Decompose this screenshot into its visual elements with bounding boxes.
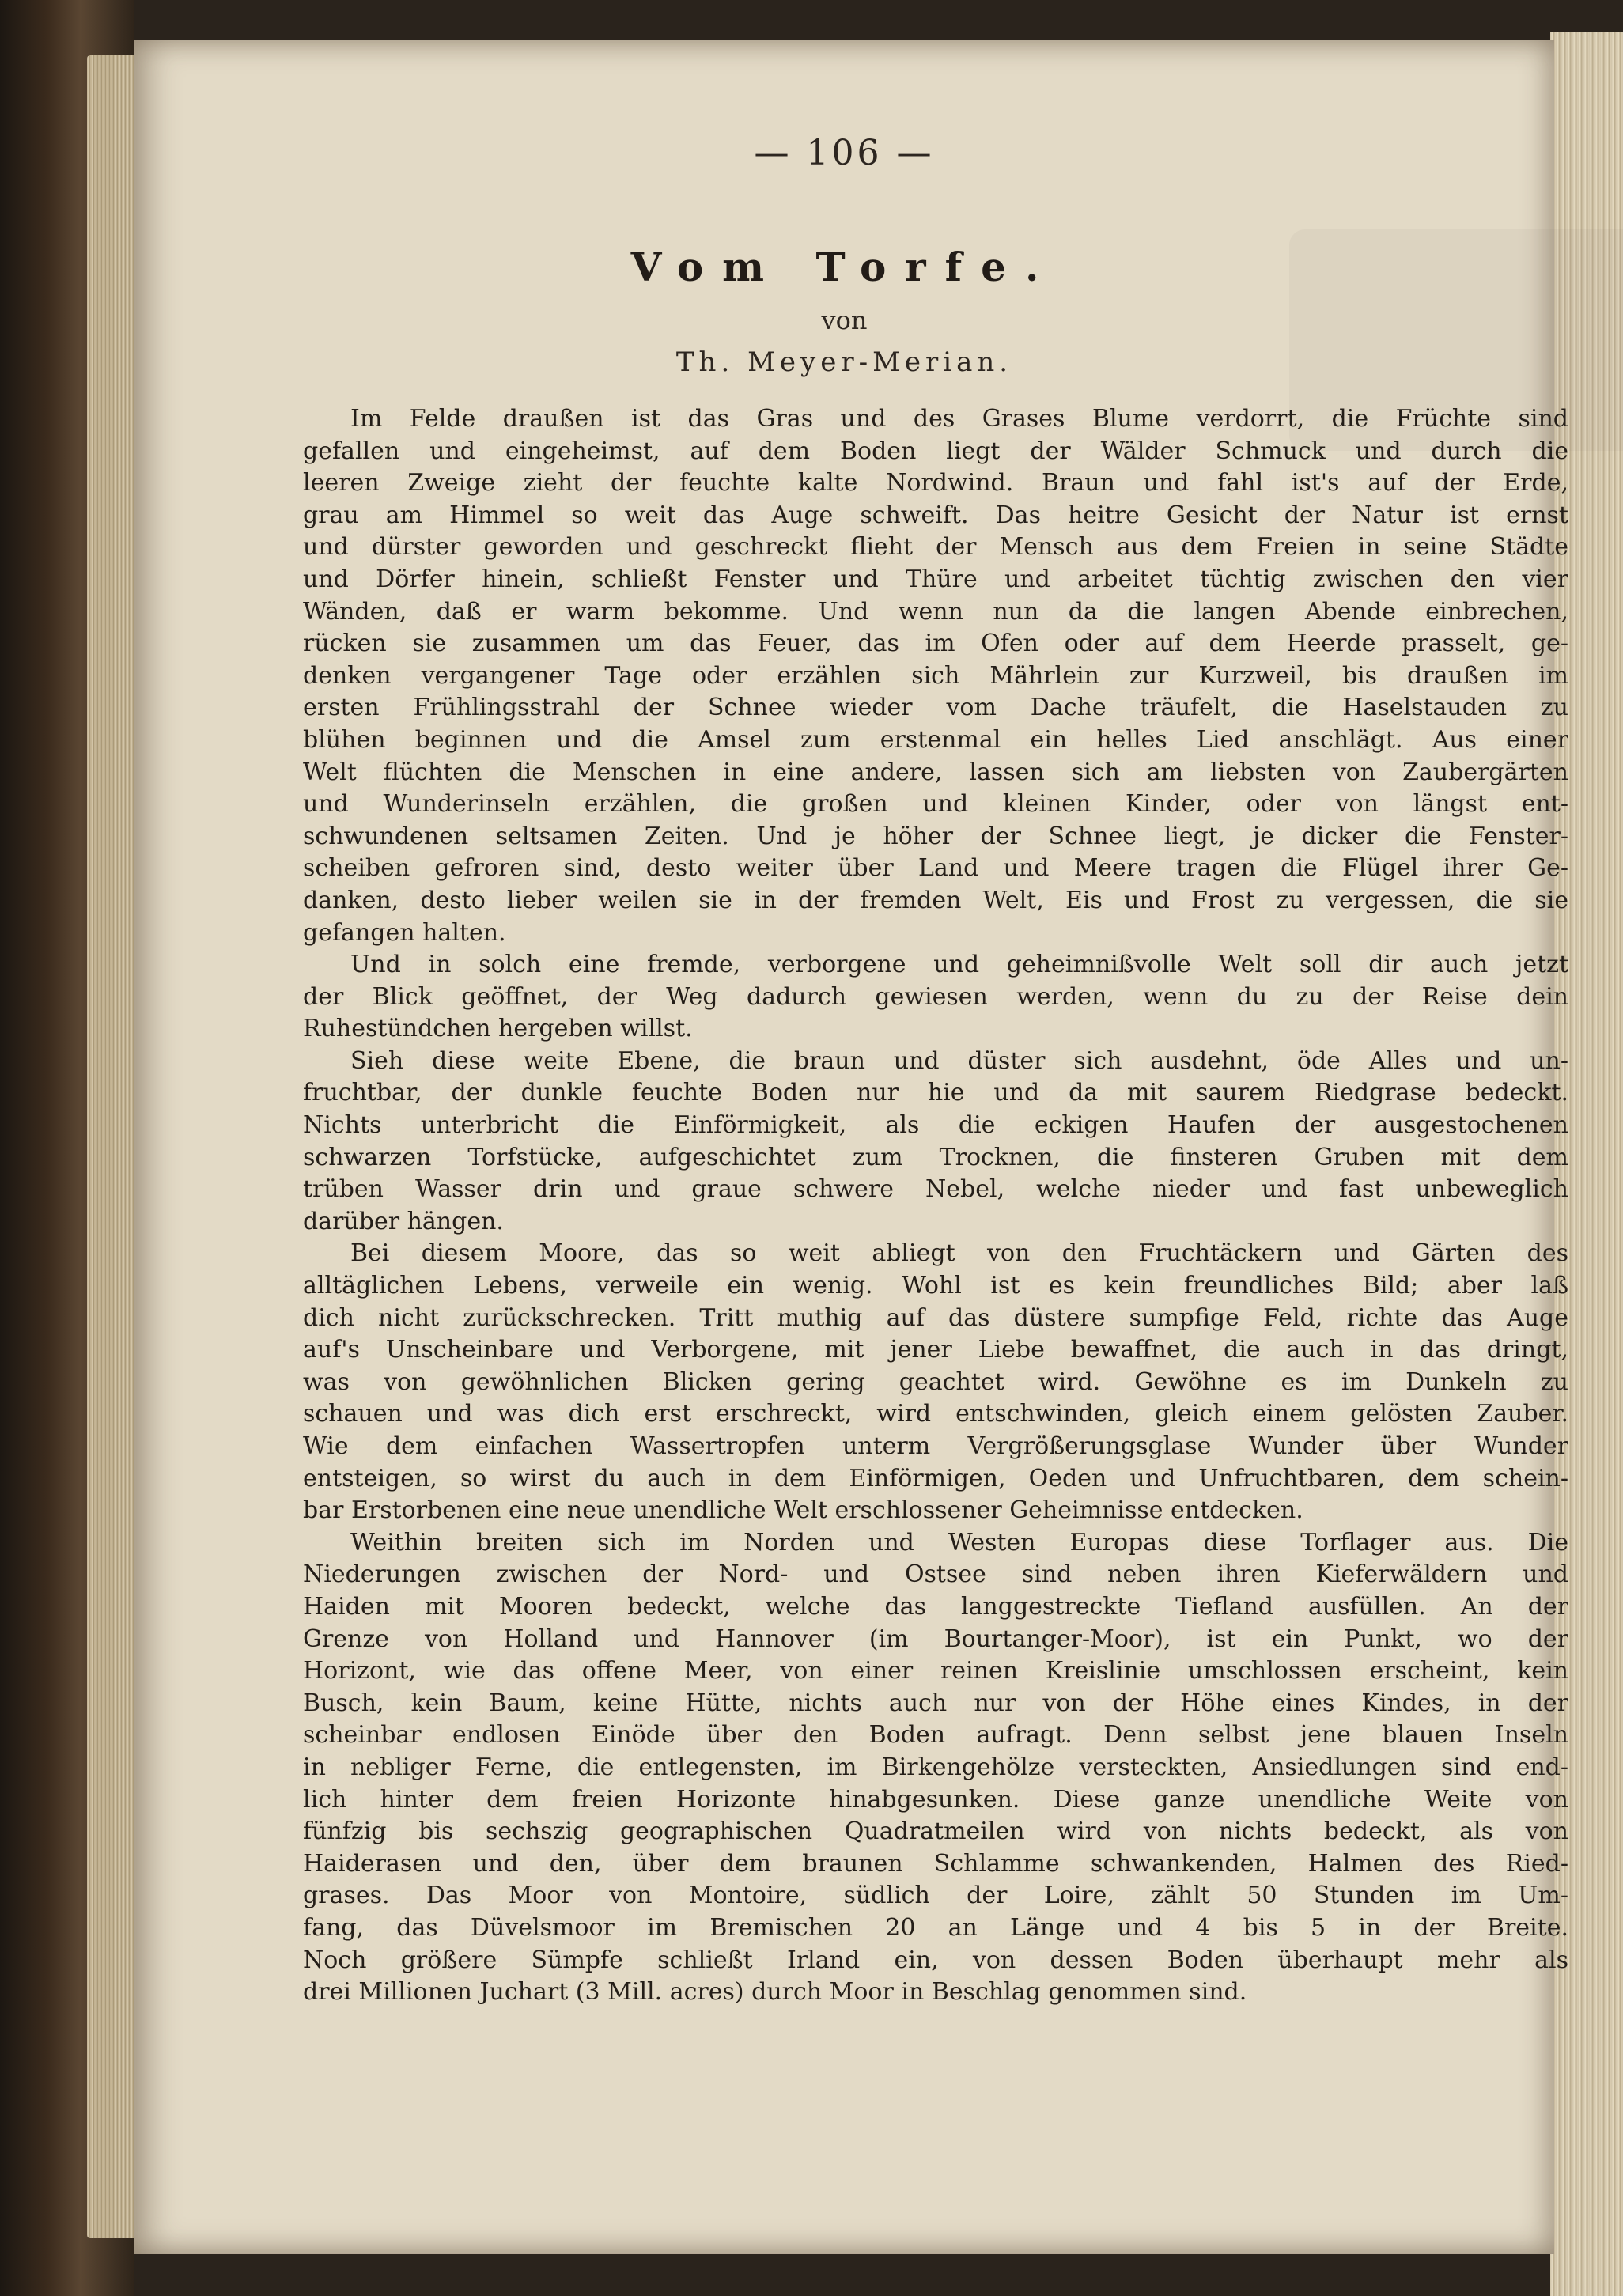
text-line: was von gewöhnlichen Blicken gering geachtet wird. Gewöhne es im Dunkeln zu bbox=[303, 1367, 1568, 1396]
text-line: denken vergangener Tage oder erzählen sich Mährlein zur Kurzweil, bis draußen im bbox=[303, 661, 1568, 690]
text-line: Weithin breiten sich im Norden und Westen Europas diese Torflager aus. Die bbox=[350, 1528, 1568, 1557]
text-line: schauen und was dich erst erschreckt, wird entschwinden, gleich einem gelösten Zauber. bbox=[303, 1400, 1568, 1428]
text-line: Sieh diese weite Ebene, die braun und düster sich ausdehnt, öde Alles und un- bbox=[350, 1046, 1568, 1075]
text-line: Welt flüchten die Menschen in eine andere, lassen sich am liebsten von Zaubergärten bbox=[303, 758, 1568, 786]
text-line: blühen beginnen und die Amsel zum erstenmal ein helles Lied anschlägt. Aus einer bbox=[303, 725, 1568, 754]
paragraph bbox=[303, 1238, 1568, 1526]
text-line: Im Felde draußen ist das Gras und des Grases Blume verdorrt, die Früchte sind bbox=[350, 405, 1568, 433]
text-line: rücken sie zusammen um das Feuer, das im Ofen oder auf dem Heerde prasselt, ge- bbox=[303, 630, 1568, 658]
text-line: gefallen und eingeheimst, auf dem Boden liegt der Wälder Schmuck und durch die bbox=[303, 437, 1568, 465]
text-line: alltäglichen Lebens, verweile ein wenig. Wohl ist es kein freundliches Bild; aber laß bbox=[303, 1272, 1568, 1300]
text-line: ersten Frühlingsstrahl der Schnee wieder vom Dache träufelt, die Haselstauden zu bbox=[303, 694, 1568, 722]
text-line: Und in solch eine fremde, verborgene und geheimnißvolle Welt soll dir auch jetzt bbox=[350, 951, 1568, 979]
text-line: und dürster geworden und geschreckt flieht der Mensch aus dem Freien in seine Städte bbox=[303, 533, 1568, 562]
text-line: schwarzen Torfstücke, aufgeschichtet zum Trocknen, die finsteren Gruben mit dem bbox=[303, 1143, 1568, 1171]
text-line: Niederungen zwischen der Nord- und Ostsee sind neben ihren Kieferwäldern und bbox=[303, 1560, 1568, 1589]
text-line: darüber hängen. bbox=[303, 1207, 504, 1235]
text-line: gefangen halten. bbox=[303, 918, 506, 947]
text-line: entsteigen, so wirst du auch in dem Einförmigen, Oeden und Unfruchtbaren, dem schein- bbox=[303, 1464, 1568, 1492]
text-line: Wie dem einfachen Wassertropfen unterm Vergrößerungsglase Wunder über Wunder bbox=[303, 1432, 1568, 1460]
text-line: schwundenen seltsamen Zeiten. Und je höher der Schnee liegt, je dicker die Fenster- bbox=[303, 822, 1568, 850]
text-line: Grenze von Holland und Hannover (im Bourtanger-Moor), ist ein Punkt, wo der bbox=[303, 1625, 1568, 1653]
text-line: scheiben gefroren sind, desto weiter über Land und Meere tragen die Flügel ihrer Ge- bbox=[303, 854, 1568, 883]
text-line: und Wunderinseln erzählen, die großen und kleinen Kinder, oder von längst ent- bbox=[303, 790, 1568, 819]
text-line: scheinbar endlosen Einöde über den Boden aufragt. Denn selbst jene blauen Inseln bbox=[303, 1721, 1568, 1749]
text-line: Horizont, wie das offene Meer, von einer reinen Kreislinie umschlossen erscheint, kein bbox=[303, 1657, 1568, 1685]
text-line: trüben Wasser drin und graue schwere Nebel, welche nieder und fast unbeweglich bbox=[303, 1175, 1568, 1204]
text-line: fang, das Düvelsmoor im Bremischen 20 an Länge und 4 bis 5 in der Breite. bbox=[303, 1913, 1568, 1942]
text-line: Busch, kein Baum, keine Hütte, nichts auch nur von der Höhe eines Kindes, in der bbox=[303, 1689, 1568, 1717]
text-line: leeren Zweige zieht der feuchte kalte Nordwind. Braun und fahl ist's auf der Erde, bbox=[303, 469, 1568, 497]
text-line: in nebliger Ferne, die entlegensten, im Birkengehölze versteckten, Ansiedlungen sind end- bbox=[303, 1753, 1568, 1781]
text-line: Nichts unterbricht die Einförmigkeit, als die eckigen Haufen der ausgestochenen bbox=[303, 1111, 1568, 1140]
text-line: danken, desto lieber weilen sie in der fremden Welt, Eis und Frost zu vergessen, die sie bbox=[303, 886, 1568, 914]
text-line: fruchtbar, der dunkle feuchte Boden nur hie und da mit saurem Riedgrase bedeckt. bbox=[303, 1079, 1568, 1107]
text-line: grau am Himmel so weit das Auge schweift. Das heitre Gesicht der Natur ist ernst bbox=[303, 501, 1568, 529]
text-line: dich nicht zurückschrecken. Tritt muthig auf das düstere sumpfige Feld, richte das Auge bbox=[303, 1303, 1568, 1332]
byline-von: von bbox=[821, 305, 868, 335]
text-line: und Dörfer hinein, schließt Fenster und Thüre und arbeitet tüchtig zwischen den vier bbox=[303, 565, 1568, 593]
body-text bbox=[303, 403, 1568, 2009]
text-line: Haiderasen und den, über dem braunen Schlamme schwankenden, Halmen des Ried- bbox=[303, 1849, 1568, 1878]
paragraph bbox=[303, 1527, 1568, 2009]
text-line: drei Millionen Juchart (3 Mill. acres) durch Moor in Beschlag genommen sind. bbox=[303, 1978, 1247, 2007]
text-line: Haiden mit Mooren bedeckt, welche das langgestreckte Tiefland ausfüllen. An der bbox=[303, 1592, 1568, 1621]
text-line: grases. Das Moor von Montoire, südlich der Loire, zählt 50 Stunden im Um- bbox=[303, 1882, 1568, 1910]
page-number: — 106 — bbox=[754, 133, 935, 173]
byline-author: Th. Meyer-Merian. bbox=[675, 346, 1013, 378]
text-line: bar Erstorbenen eine neue unendliche Welt erschlossener Geheimnisse entdecken. bbox=[303, 1496, 1303, 1525]
text-line: auf's Unscheinbare und Verborgene, mit jener Liebe bewaffnet, die auch in das dringt, bbox=[303, 1336, 1568, 1364]
book-page bbox=[134, 40, 1568, 2254]
text-line: Ruhestündchen hergeben willst. bbox=[303, 1015, 693, 1043]
text-line: der Blick geöffnet, der Weg dadurch gewiesen werden, wenn du zu der Reise dein bbox=[303, 982, 1568, 1011]
text-line: lich hinter dem freien Horizonte hinabgesunken. Diese ganze unendliche Weite von bbox=[303, 1785, 1568, 1814]
text-line: Bei diesem Moore, das so weit abliegt von den Fruchtäckern und Gärten des bbox=[350, 1239, 1568, 1268]
paragraph bbox=[303, 403, 1568, 949]
text-line: Wänden, daß er warm bekomme. Und wenn nun da die langen Abende einbrechen, bbox=[303, 597, 1568, 626]
text-line: fünfzig bis sechszig geographischen Quadratmeilen wird von nichts bedeckt, als von bbox=[303, 1818, 1568, 1846]
paragraph bbox=[303, 949, 1568, 1046]
text-line: Noch größere Sümpfe schließt Irland ein, von dessen Boden überhaupt mehr als bbox=[303, 1946, 1568, 1974]
article-title: Vom Torfe. bbox=[630, 244, 1058, 290]
paragraph bbox=[303, 1046, 1568, 1239]
